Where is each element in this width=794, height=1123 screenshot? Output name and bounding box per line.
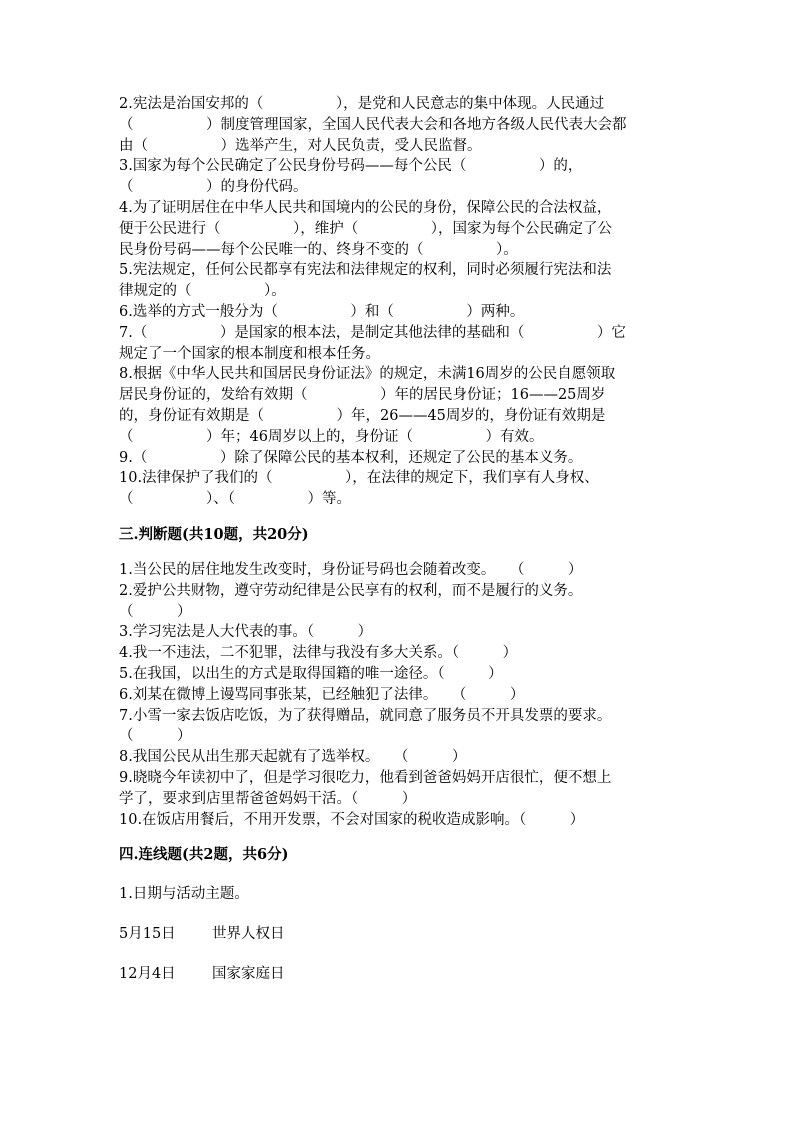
judge-line: 学了，要求到店里帮爸爸妈妈干活。（ ） [119,790,417,807]
judge-line: 3.学习宪法是人大代表的事。（ ） [119,624,373,641]
fill-in-line: （ ）制度管理国家，全国人民代表大会和各地方各级人民代表大会都 [119,116,627,133]
match-section-heading: 四.连线题(共2题，共6分) [119,846,289,864]
fill-in-line: 律规定的（ ）。 [119,283,286,300]
match-theme: 国家家庭日 [212,965,285,982]
judge-line: （ ） [119,603,192,620]
fill-in-line: （ ）的身份代码。 [119,179,308,196]
match-date: 5月15日 [119,926,176,943]
fill-in-line: 便于公民进行（ ），维护（ ），国家为每个公民确定了公 [119,220,612,237]
fill-in-line: 9.（ ）除了保障公民的基本权利，还规定了公民的基本义务。 [119,449,583,466]
fill-in-line: 的，身份证有效期是（ ）年，26——45周岁的，身份证有效期是 [119,407,606,424]
fill-in-line: 3.国家为每个公民确定了公民身份号码——每个公民（ ）的， [119,158,583,175]
judge-line: 6.刘某在微博上谩骂同事张某，已经触犯了法律。 （ ） [119,686,525,703]
fill-in-line: 6.选举的方式一般分为（ ）和（ ）两种。 [119,303,525,320]
judge-line: 2.爱护公共财物，遵守劳动纪律是公民享有的权利，而不是履行的义务。 [119,582,583,599]
fill-in-line: 居民身份证的，发给有效期（ ）年的居民身份证；16——25周岁 [119,387,606,404]
judge-line: 8.我国公民从出生那天起就有了选举权。 （ ） [119,749,467,766]
fill-in-line: 10.法律保护了我们的（ ），在法律的规定下，我们享有人身权、 [119,470,599,487]
judge-line: 4.我一不违法，二不犯罪，法律与我没有多大关系。（ ） [119,645,518,662]
fill-in-line: 4.为了证明居住在中华人民共和国境内的公民的身份，保障公民的合法权益， [119,199,612,216]
judge-line: 9.晓晓今年读初中了，但是学习很吃力，他看到爸爸妈妈开店很忙，便不想上 [119,769,612,786]
fill-in-line: 民身份号码——每个公民唯一的、终身不变的（ ）。 [119,241,518,258]
match-theme: 世界人权日 [212,926,285,943]
judge-line: 1.当公民的居住地发生改变时，身份证号码也会随着改变。 （ ） [119,561,583,578]
fill-in-line: 8.根据《中华人民共和国居民身份证法》的规定，未满16周岁的公民自愿领取 [119,366,616,383]
fill-in-line: 7.（ ）是国家的根本法，是制定其他法律的基础和（ ）它 [119,324,626,341]
judge-line: 5.在我国，以出生的方式是取得国籍的唯一途径。（ ） [119,665,503,682]
match-intro: 1.日期与活动主题。 [119,886,249,903]
fill-in-line: 规定了一个国家的根本制度和根本任务。 [119,345,380,362]
worksheet-page [119,94,679,985]
judge-line: （ ） [119,728,192,745]
match-date: 12月4日 [119,965,176,982]
judge-line: 10.在饭店用餐后，不用开发票，不会对国家的税收造成影响。（ ） [119,811,585,828]
match-row [119,964,679,985]
fill-in-line: （ ）年；46周岁以上的，身份证（ ）有效。 [119,428,544,445]
judge-section-heading: 三.判断题(共10题，共20分) [119,525,309,543]
fill-in-line: 5.宪法规定，任何公民都享有宪法和法律规定的权利，同时必须履行宪法和法 [119,262,612,279]
fill-in-section [119,94,679,510]
match-row [119,924,679,945]
fill-in-line: 2.宪法是治国安邦的（ ），是党和人民意志的集中体现。人民通过 [119,96,605,112]
fill-in-line: 由（ ）选举产生，对人民负责，受人民监督。 [119,137,482,154]
judge-line: 7.小雪一家去饭店吃饭，为了获得赠品，就同意了服务员不开具发票的要求。 [119,707,612,724]
judge-section [119,560,679,830]
fill-in-line: （ ）、（ ）等。 [119,491,351,508]
